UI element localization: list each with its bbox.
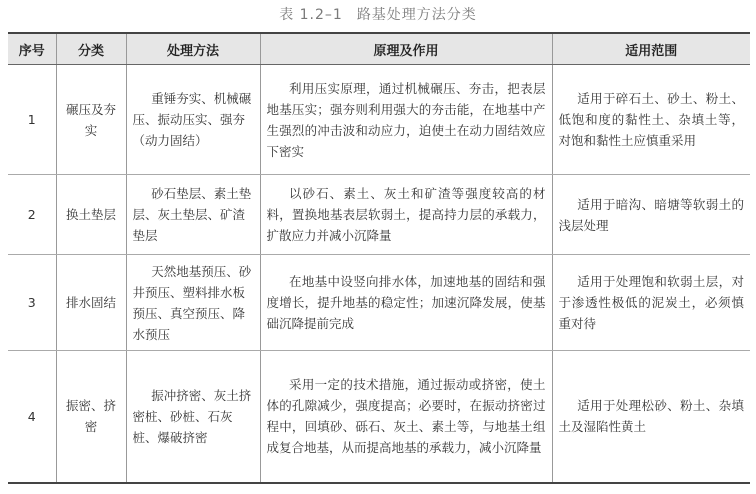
header-category: 分类	[56, 33, 126, 65]
table-row	[8, 351, 750, 483]
header-principle: 原理及作用	[260, 33, 552, 65]
row-index: 3	[8, 255, 56, 351]
row-scope: 适用于暗沟、暗塘等软弱土的浅层处理	[552, 175, 750, 255]
row-principle: 采用一定的技术措施，通过振动或挤密，使土体的孔隙减少，强度提高；必要时，在振动挤密过程中，回填砂、砾石、灰土、素土等，与地基土组成复合地基，从而提高地基的承载力，减小沉降量	[260, 351, 552, 483]
row-category: 振密、挤密	[56, 351, 126, 483]
row-method: 振冲挤密、灰土挤密桩、砂桩、石灰桩、爆破挤密	[126, 351, 260, 483]
row-scope: 适用于处理饱和软弱土层，对于渗透性极低的泥炭土，必须慎重对待	[552, 255, 750, 351]
row-index: 2	[8, 175, 56, 255]
row-category: 换土垫层	[56, 175, 126, 255]
row-scope: 适用于碎石土、砂土、粉土、低饱和度的黏性土、杂填土等，对饱和黏性土应慎重采用	[552, 65, 750, 175]
table-row	[8, 175, 750, 255]
header-scope: 适用范围	[552, 33, 750, 65]
row-category: 碾压及夯实	[56, 65, 126, 175]
row-method: 重锤夯实、机械碾压、振动压实、强夯（动力固结）	[126, 65, 260, 175]
table-caption	[0, 4, 756, 26]
row-principle: 在地基中设竖向排水体，加速地基的固结和强度增长，提升地基的稳定性；加速沉降发展，使基础沉降提前完成	[260, 255, 552, 351]
row-index: 4	[8, 351, 56, 483]
row-index: 1	[8, 65, 56, 175]
road-foundation-treatment-table	[8, 32, 750, 484]
row-method: 砂石垫层、素土垫层、灰土垫层、矿渣垫层	[126, 175, 260, 255]
row-principle: 以砂石、素土、灰土和矿渣等强度较高的材料，置换地基表层软弱土，提高持力层的承载力，扩散应力并减小沉降量	[260, 175, 552, 255]
row-category: 排水固结	[56, 255, 126, 351]
table-header-row	[8, 33, 750, 65]
table-title: 路基处理方法分类	[356, 7, 477, 23]
table-number: 表 1.2–1	[279, 7, 343, 23]
row-scope: 适用于处理松砂、粉土、杂填土及湿陷性黄土	[552, 351, 750, 483]
table-row	[8, 65, 750, 175]
header-index: 序号	[8, 33, 56, 65]
row-method: 天然地基预压、砂井预压、塑料排水板预压、真空预压、降水预压	[126, 255, 260, 351]
table-row	[8, 255, 750, 351]
row-principle: 利用压实原理，通过机械碾压、夯击，把表层地基压实；强夯则利用强大的夯击能，在地基中产生强烈的冲击波和动应力，迫使土在动力固结效应下密实	[260, 65, 552, 175]
header-method: 处理方法	[126, 33, 260, 65]
